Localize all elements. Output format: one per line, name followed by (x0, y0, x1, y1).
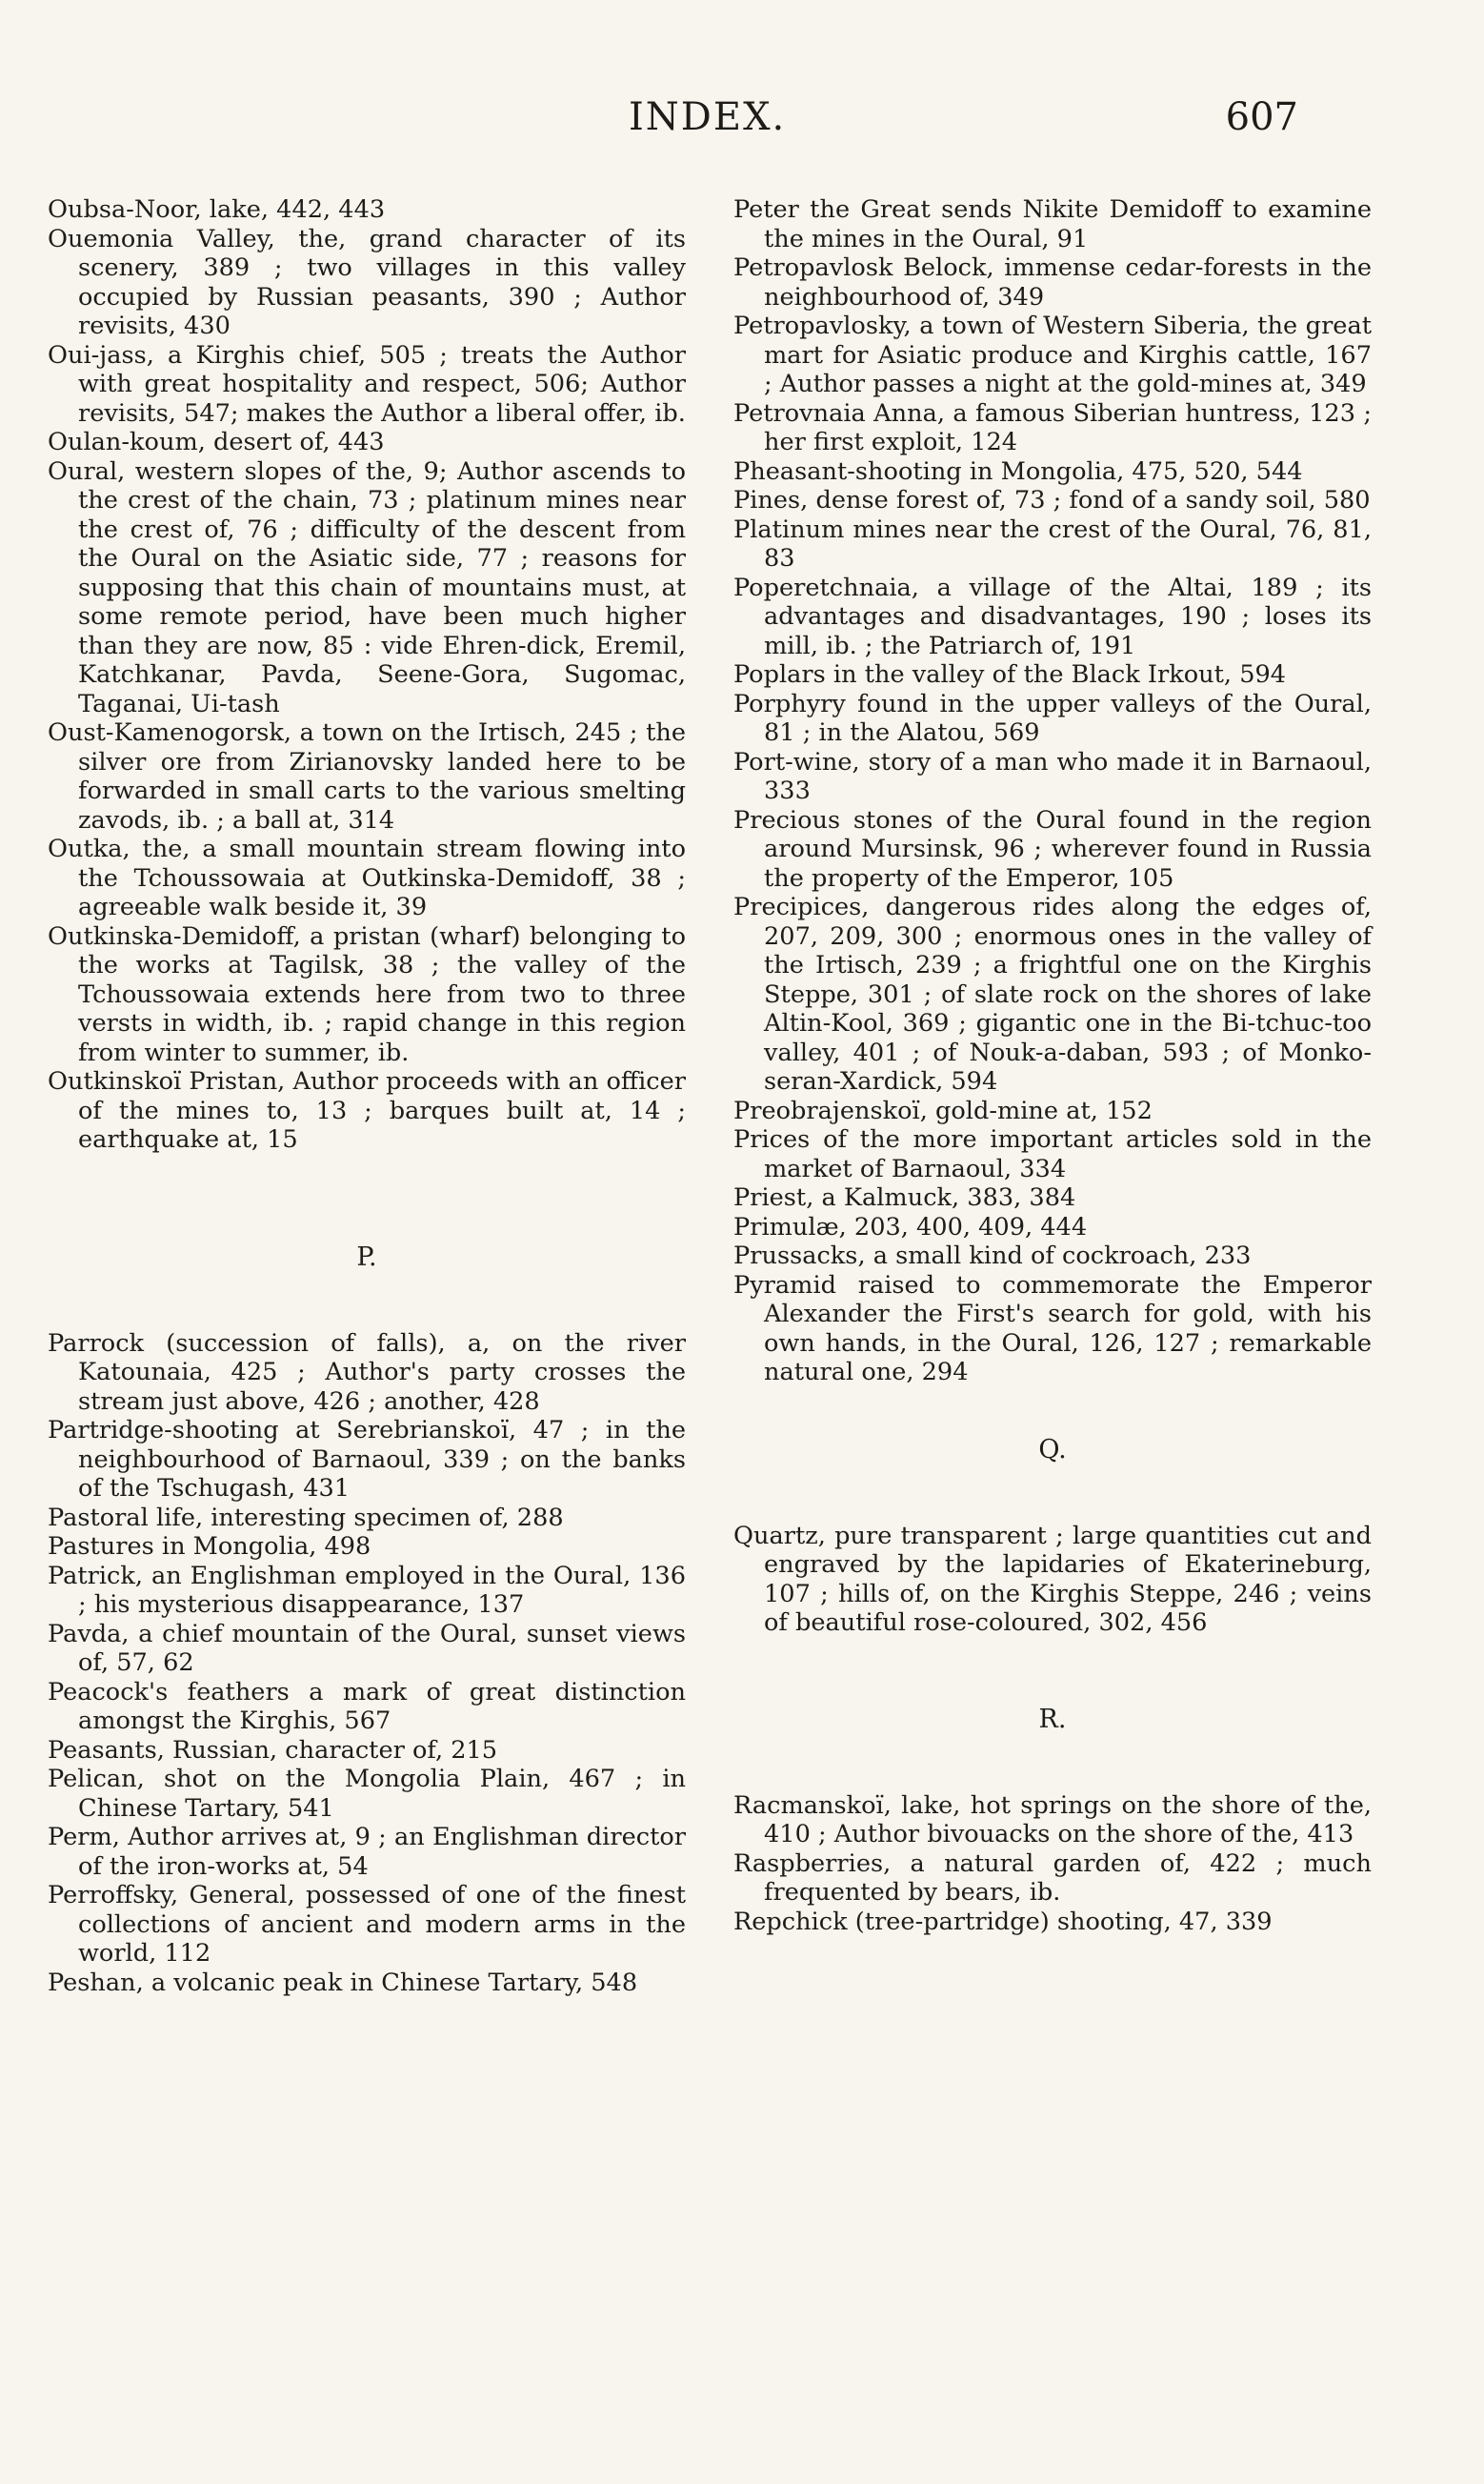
index-entry: Priest, a Kalmuck, 383, 384 (733, 1183, 1076, 1212)
index-entry: Pines, dense forest of, 73 ; fond of a sandy soil, 580 (733, 486, 1371, 515)
left-column (48, 195, 686, 1997)
index-entry: Poperetchnaia, a village of the Altai, 189 ; its advantages and disadvantages, 190 ; loses its mill, ib. ; the Patriarch of, 191 (733, 573, 1372, 660)
index-entry: Petropavlosky, a town of Western Siberia, the great mart for Asiatic produce and Kirghis cattle, 167 ; Author passes a night at the gold-mines at, 349 (733, 312, 1372, 398)
index-entry: Pheasant-shooting in Mongolia, 475, 520, 544 (733, 456, 1303, 486)
page-header (0, 95, 1484, 152)
index-entry: Repchick (tree-partridge) shooting, 47, 339 (733, 1907, 1273, 1936)
index-entry: Raspberries, a natural garden of, 422 ; much frequented by bears, ib. (733, 1848, 1372, 1907)
index-entry: Preobrajenskoï, gold-mine at, 152 (733, 1096, 1153, 1125)
index-entry: Oubsa-Noor, lake, 442, 443 (48, 195, 386, 224)
section-letter-r: R. (1038, 1704, 1067, 1734)
index-entry: Peacock's feathers a mark of great distinction amongst the Kirghis, 567 (48, 1677, 686, 1735)
index-entry: Quartz, pure transparent ; large quantities cut and engraved by the lapidaries of Ekaterineburg, 107 ; hills of, on the Kirghis Steppe, 246 ; veins of beautiful rose-coloured, 302, 456 (733, 1521, 1372, 1637)
index-entry: Parrock (succession of falls), a, on the river Katounaia, 425 ; Author's party crosses the stream just above, 426 ; another, 428 (48, 1328, 686, 1416)
index-entry: Precipices, dangerous rides along the edges of, 207, 209, 300 ; enormous ones in the valley of the Irtisch, 239 ; a frightful one on the Kirghis Steppe, 301 ; of slate rock on the shores of lake Altin-Kool, 369 ; gigantic one in the Bi-tchuc-too valley, 401 ; of Nouk-a-daban, 593 ; of Monko-seran-Xardick, 594 (733, 893, 1372, 1096)
index-entry: Oui-jass, a Kirghis chief, 505 ; treats the Author with great hospitality and respect, 506; Author revisits, 547; makes the Author a liberal offer, ib. (48, 340, 686, 428)
index-entry: Pavda, a chief mountain of the Oural, sunset views of, 57, 62 (48, 1619, 686, 1677)
index-entry: Outkinskoï Pristan, Author proceeds with an officer of the mines to, 13 ; barques built at, 14 ; earthquake at, 15 (48, 1067, 686, 1154)
right-column (733, 195, 1372, 1936)
running-head: INDEX. (629, 95, 787, 139)
index-entry: Oust-Kamenogorsk, a town on the Irtisch, 245 ; the silver ore from Zirianovsky landed here to be forwarded in small carts to the various smelting zavods, ib. ; a ball at, 314 (48, 718, 686, 835)
index-entry: Patrick, an Englishman employed in the Oural, 136 ; his mysterious disappearance, 137 (48, 1561, 686, 1619)
index-entry: Outkinska-Demidoff, a pristan (wharf) belonging to the works at Tagilsk, 38 ; the valley of the Tchoussowaia extends here from two to three versts in width, ib. ; rapid change in this region from winter to summer, ib. (48, 921, 686, 1067)
index-entry: Peshan, a volcanic peak in Chinese Tartary, 548 (48, 1968, 638, 1997)
index-entry: Platinum mines near the crest of the Oural, 76, 81, 83 (733, 515, 1372, 573)
index-entry: Pyramid raised to commemorate the Emperor Alexander the First's search for gold, with his own hands, in the Oural, 126, 127 ; remarkable natural one, 294 (733, 1270, 1372, 1386)
index-entry: Pelican, shot on the Mongolia Plain, 467 ; in Chinese Tartary, 541 (48, 1765, 686, 1823)
index-entry: Precious stones of the Oural found in the region around Mursinsk, 96 ; wherever found in Russia the property of the Emperor, 105 (733, 805, 1372, 893)
index-entry: Port-wine, story of a man who made it in Barnaoul, 333 (733, 747, 1372, 805)
index-entry: Prices of the more important articles sold in the market of Barnaoul, 334 (733, 1125, 1372, 1183)
index-entry: Pastures in Mongolia, 498 (48, 1532, 371, 1561)
index-entry: Oural, western slopes of the, 9; Author ascends to the crest of the chain, 73 ; platinum mines near the crest of, 76 ; difficulty of the descent from the Oural on the Asiatic side, 77 ; reasons for supposing that this chain of mountains must, at some remote period, have been much higher than they are now, 85 : vide Ehren-dick, Eremil, Katchkanar, Pavda, Seene-Gora, Sugomac, Taganai, Ui-tash (48, 456, 686, 718)
index-entry: Primulæ, 203, 400, 409, 444 (733, 1212, 1088, 1242)
index-entry: Ouemonia Valley, the, grand character of its scenery, 389 ; two villages in this valley occupied by Russian peasants, 390 ; Author revisits, 430 (48, 224, 686, 340)
index-entry: Perm, Author arrives at, 9 ; an Englishman director of the iron-works at, 54 (48, 1823, 686, 1881)
index-entry: Porphyry found in the upper valleys of the Oural, 81 ; in the Alatou, 569 (733, 689, 1372, 747)
section-letter-p: P. (356, 1242, 377, 1272)
index-entry: Outka, the, a small mountain stream flowing into the Tchoussowaia at Outkinska-Demidoff, 38 ; agreeable walk beside it, 39 (48, 835, 686, 921)
index-entry: Poplars in the valley of the Black Irkout, 594 (733, 660, 1287, 689)
index-entry: Oulan-koum, desert of, 443 (48, 428, 385, 456)
index-entry: Partridge-shooting at Serebrianskoï, 47 ; in the neighbourhood of Barnaoul, 339 ; on the banks of the Tschugash, 431 (48, 1416, 686, 1503)
index-entry: Prussacks, a small kind of cockroach, 233 (733, 1242, 1252, 1270)
index-entry: Pastoral life, interesting specimen of, 288 (48, 1503, 564, 1532)
index-entry: Perroffsky, General, possessed of one of the finest collections of ancient and modern arms in the world, 112 (48, 1881, 686, 1968)
index-entry: Petropavlosk Belock, immense cedar-forests in the neighbourhood of, 349 (733, 253, 1372, 312)
index-entry: Peter the Great sends Nikite Demidoff to examine the mines in the Oural, 91 (733, 195, 1372, 253)
index-entry: Peasants, Russian, character of, 215 (48, 1735, 498, 1765)
section-letter-q: Q. (1038, 1434, 1067, 1464)
index-entry: Racmanskoï, lake, hot springs on the shore of the, 410 ; Author bivouacks on the shore of the, 413 (733, 1790, 1372, 1848)
page-number: 607 (1225, 95, 1298, 139)
index-entry: Petrovnaia Anna, a famous Siberian huntress, 123 ; her first exploit, 124 (733, 398, 1372, 456)
